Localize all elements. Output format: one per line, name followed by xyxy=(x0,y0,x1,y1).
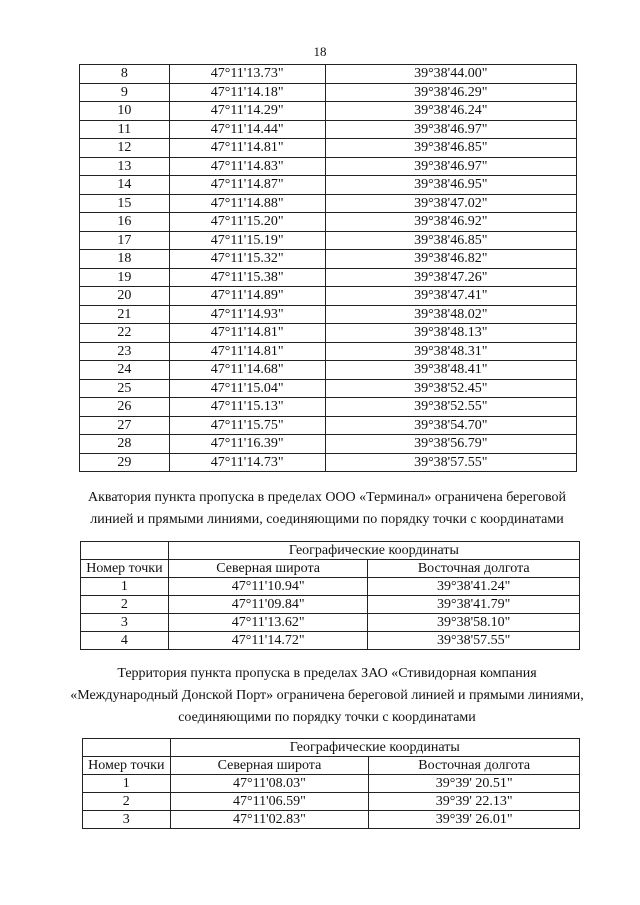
point-number-header: Номер точки xyxy=(81,560,169,578)
header-spacer-cell xyxy=(83,739,171,757)
point-number-cell: 10 xyxy=(80,102,170,121)
longitude-cell: 39°38'46.24" xyxy=(325,102,576,121)
table-row xyxy=(80,157,577,176)
point-number-cell: 29 xyxy=(80,453,170,472)
longitude-cell: 39°38'46.97" xyxy=(325,157,576,176)
table-row xyxy=(80,342,577,361)
table-row xyxy=(80,120,577,139)
latitude-cell: 47°11'14.81" xyxy=(169,342,325,361)
latitude-cell: 47°11'15.19" xyxy=(169,231,325,250)
point-number-cell: 19 xyxy=(80,268,170,287)
latitude-cell: 47°11'13.73" xyxy=(169,65,325,84)
point-number-cell: 18 xyxy=(80,250,170,269)
latitude-cell: 47°11'15.04" xyxy=(169,379,325,398)
table-row xyxy=(80,379,577,398)
latitude-cell: 47°11'15.13" xyxy=(169,398,325,417)
point-number-cell: 11 xyxy=(80,120,170,139)
latitude-cell: 47°11'15.32" xyxy=(169,250,325,269)
longitude-cell: 39°38'48.31" xyxy=(325,342,576,361)
point-number-cell: 23 xyxy=(80,342,170,361)
table-row xyxy=(80,268,577,287)
table-row xyxy=(83,811,580,829)
latitude-cell: 47°11'16.39" xyxy=(169,435,325,454)
table-row xyxy=(80,176,577,195)
longitude-cell: 39°38'47.02" xyxy=(325,194,576,213)
latitude-cell: 47°11'14.83" xyxy=(169,157,325,176)
longitude-cell: 39°38'56.79" xyxy=(325,435,576,454)
table-row xyxy=(80,361,577,380)
latitude-cell: 47°11'13.62" xyxy=(168,614,368,632)
table-row xyxy=(80,213,577,232)
latitude-cell: 47°11'14.81" xyxy=(169,139,325,158)
point-number-cell: 3 xyxy=(83,811,171,829)
table-row xyxy=(81,614,580,632)
latitude-cell: 47°11'14.93" xyxy=(169,305,325,324)
longitude-cell: 39°38'52.55" xyxy=(325,398,576,417)
longitude-cell: 39°38'46.82" xyxy=(325,250,576,269)
table-row xyxy=(80,194,577,213)
longitude-cell: 39°38'46.97" xyxy=(325,120,576,139)
point-number-cell: 1 xyxy=(81,578,169,596)
page-number: 18 xyxy=(313,44,327,59)
latitude-header: Северная широта xyxy=(168,560,368,578)
latitude-cell: 47°11'08.03" xyxy=(170,775,369,793)
point-number-cell: 27 xyxy=(80,416,170,435)
longitude-cell: 39°39' 22.13" xyxy=(369,793,580,811)
latitude-cell: 47°11'14.18" xyxy=(169,83,325,102)
geo-coordinates-header: Географические координаты xyxy=(168,542,579,560)
longitude-cell: 39°38'46.92" xyxy=(325,213,576,232)
latitude-cell: 47°11'09.84" xyxy=(168,596,368,614)
latitude-cell: 47°11'14.44" xyxy=(169,120,325,139)
point-number-cell: 24 xyxy=(80,361,170,380)
point-number-cell: 21 xyxy=(80,305,170,324)
table-row xyxy=(80,398,577,417)
coordinates-table-continued xyxy=(79,64,577,472)
table-row xyxy=(81,632,580,650)
terminal-water-area-paragraph: Акватория пункта пропуска в пределах ООО «Терминал» ограничена береговой линией и прямыми линиями, соединяющими по порядку точки с координатами xyxy=(87,490,567,527)
table-row xyxy=(80,231,577,250)
point-number-cell: 25 xyxy=(80,379,170,398)
latitude-cell: 47°11'14.68" xyxy=(169,361,325,380)
latitude-header: Северная широта xyxy=(170,757,369,775)
latitude-cell: 47°11'10.94" xyxy=(168,578,368,596)
latitude-cell: 47°11'15.38" xyxy=(169,268,325,287)
point-number-cell: 3 xyxy=(81,614,169,632)
latitude-cell: 47°11'14.73" xyxy=(169,453,325,472)
header-spacer-cell xyxy=(81,542,169,560)
point-number-cell: 2 xyxy=(83,793,171,811)
longitude-cell: 39°38'54.70" xyxy=(325,416,576,435)
longitude-cell: 39°38'48.41" xyxy=(325,361,576,380)
table-row xyxy=(80,102,577,121)
point-number-cell: 20 xyxy=(80,287,170,306)
table-row xyxy=(80,324,577,343)
latitude-cell: 47°11'14.29" xyxy=(169,102,325,121)
table-row xyxy=(80,139,577,158)
point-number-cell: 26 xyxy=(80,398,170,417)
longitude-cell: 39°38'46.95" xyxy=(325,176,576,195)
longitude-cell: 39°38'48.13" xyxy=(325,324,576,343)
longitude-cell: 39°38'46.29" xyxy=(325,83,576,102)
longitude-cell: 39°38'48.02" xyxy=(325,305,576,324)
table-row xyxy=(80,250,577,269)
point-number-cell: 17 xyxy=(80,231,170,250)
latitude-cell: 47°11'14.88" xyxy=(169,194,325,213)
point-number-cell: 13 xyxy=(80,157,170,176)
longitude-cell: 39°38'57.55" xyxy=(325,453,576,472)
table-row xyxy=(80,83,577,102)
table-body xyxy=(80,65,577,472)
table-row xyxy=(80,453,577,472)
longitude-cell: 39°38'46.85" xyxy=(325,231,576,250)
latitude-cell: 47°11'14.72" xyxy=(168,632,368,650)
terminal-coordinates-table xyxy=(80,541,580,650)
table-row xyxy=(83,775,580,793)
longitude-cell: 39°38'57.55" xyxy=(368,632,580,650)
longitude-cell: 39°38'47.26" xyxy=(325,268,576,287)
table-row xyxy=(80,305,577,324)
point-number-cell: 14 xyxy=(80,176,170,195)
point-number-cell: 28 xyxy=(80,435,170,454)
point-number-cell: 8 xyxy=(80,65,170,84)
longitude-cell: 39°38'47.41" xyxy=(325,287,576,306)
point-number-cell: 22 xyxy=(80,324,170,343)
table-row xyxy=(80,65,577,84)
latitude-cell: 47°11'14.89" xyxy=(169,287,325,306)
longitude-header: Восточная долгота xyxy=(368,560,580,578)
table-row xyxy=(80,435,577,454)
longitude-header: Восточная долгота xyxy=(369,757,580,775)
longitude-cell: 39°39' 26.01" xyxy=(369,811,580,829)
table-header-row xyxy=(81,560,580,578)
latitude-cell: 47°11'15.75" xyxy=(169,416,325,435)
longitude-cell: 39°38'41.79" xyxy=(368,596,580,614)
point-number-cell: 15 xyxy=(80,194,170,213)
latitude-cell: 47°11'14.87" xyxy=(169,176,325,195)
table-row xyxy=(81,596,580,614)
latitude-cell: 47°11'06.59" xyxy=(170,793,369,811)
table-body xyxy=(83,775,580,829)
longitude-cell: 39°38'52.45" xyxy=(325,379,576,398)
longitude-cell: 39°38'44.00" xyxy=(325,65,576,84)
point-number-cell: 1 xyxy=(83,775,171,793)
longitude-cell: 39°38'46.85" xyxy=(325,139,576,158)
longitude-cell: 39°39' 20.51" xyxy=(369,775,580,793)
longitude-cell: 39°38'41.24" xyxy=(368,578,580,596)
point-number-cell: 4 xyxy=(81,632,169,650)
longitude-cell: 39°38'58.10" xyxy=(368,614,580,632)
latitude-cell: 47°11'15.20" xyxy=(169,213,325,232)
table-header-row xyxy=(81,542,580,560)
latitude-cell: 47°11'14.81" xyxy=(169,324,325,343)
table-header-row xyxy=(83,739,580,757)
port-territory-paragraph: Территория пункта пропуска в пределах ЗАО «Стивидорная компания «Международный Донской Порт» ограничена береговой линией и прямыми линиями, соединяющими по порядку точки с координатами xyxy=(70,666,584,725)
table-body xyxy=(81,578,580,650)
point-number-cell: 16 xyxy=(80,213,170,232)
table-row xyxy=(83,793,580,811)
table-row xyxy=(81,578,580,596)
table-header-row xyxy=(83,757,580,775)
port-coordinates-table xyxy=(82,738,580,829)
point-number-cell: 12 xyxy=(80,139,170,158)
table-row xyxy=(80,416,577,435)
point-number-cell: 9 xyxy=(80,83,170,102)
point-number-header: Номер точки xyxy=(83,757,171,775)
point-number-cell: 2 xyxy=(81,596,169,614)
latitude-cell: 47°11'02.83" xyxy=(170,811,369,829)
table-row xyxy=(80,287,577,306)
geo-coordinates-header: Географические координаты xyxy=(170,739,579,757)
